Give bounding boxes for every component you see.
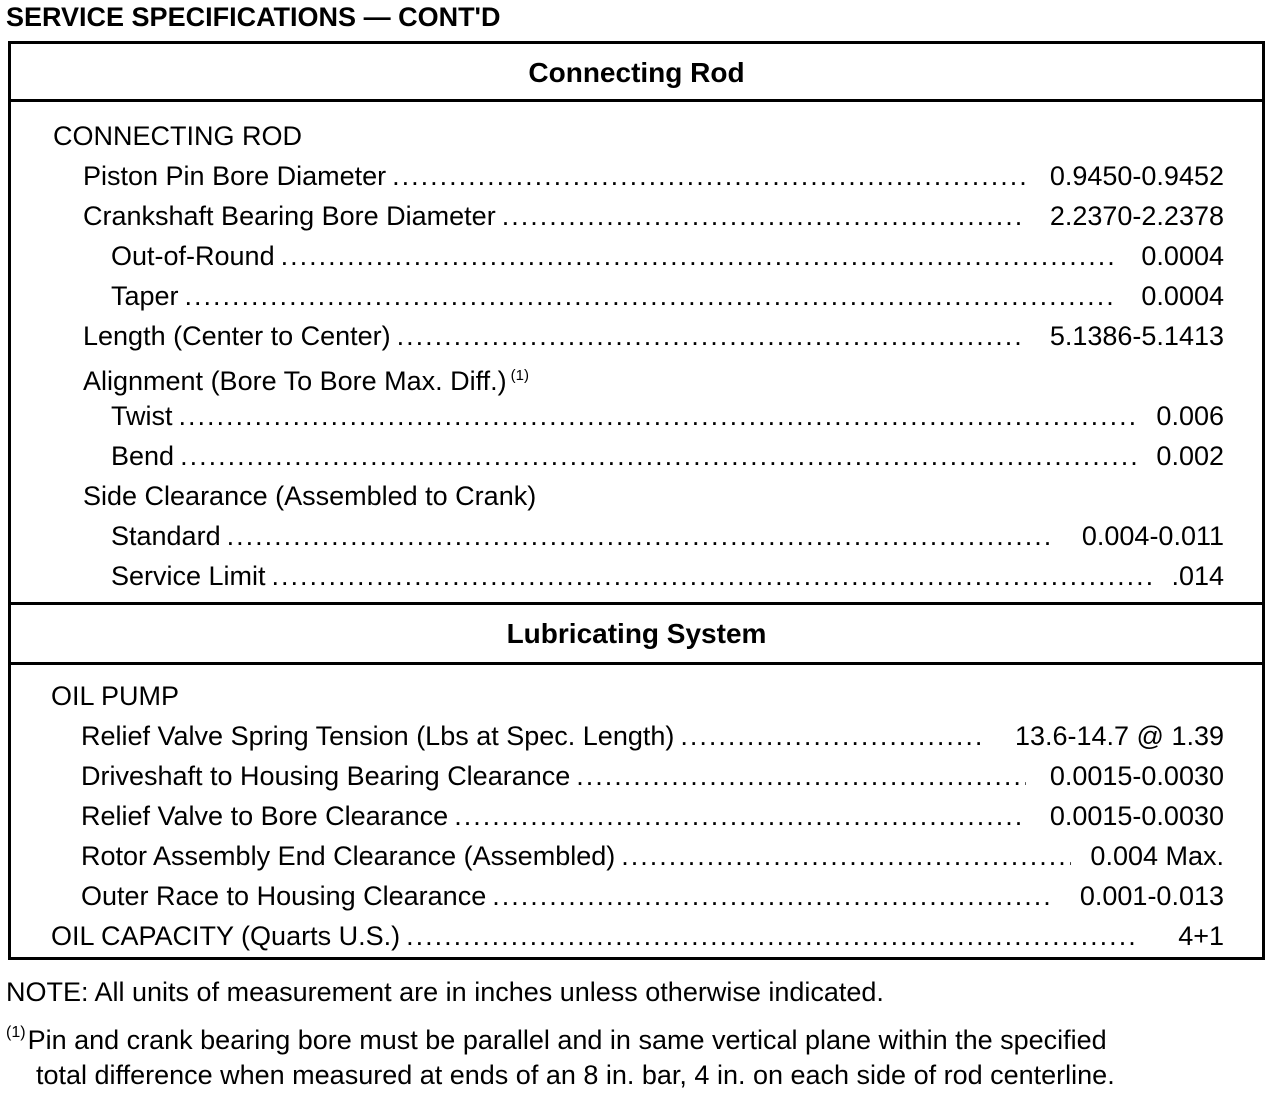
spec-label: Out-of-Round <box>111 241 275 271</box>
spec-row-out-of-round <box>111 236 1224 276</box>
spec-label: Relief Valve to Bore Clearance <box>81 801 449 831</box>
spec-row-relief-valve-spring <box>81 716 1224 756</box>
spec-label: Twist <box>111 401 173 431</box>
spec-row-rotor-end-clearance <box>81 836 1224 876</box>
spec-value: 0.0015-0.0030 <box>1049 801 1224 831</box>
measurement-note: NOTE: All units of measurement are in inches unless otherwise indicated. <box>6 977 884 1007</box>
spec-row-service-limit <box>111 556 1224 596</box>
spec-value: 13.6-14.7 @ 1.39 <box>1014 721 1224 751</box>
dot-leader <box>392 156 1026 196</box>
spec-row-length <box>83 316 1224 356</box>
page-title: SERVICE SPECIFICATIONS — CONT'D <box>6 2 501 32</box>
spec-row-bend <box>111 436 1224 476</box>
dot-leader <box>621 836 1071 876</box>
spec-value: 0.0015-0.0030 <box>1049 761 1224 791</box>
group-heading-connecting-rod <box>53 116 1224 156</box>
spec-value: 0.0004 <box>1141 241 1224 271</box>
group-label: OIL PUMP <box>51 681 180 711</box>
spec-label: Length (Center to Center) <box>83 321 391 351</box>
dot-leader <box>502 196 1026 236</box>
spec-label: Driveshaft to Housing Bearing Clearance <box>81 761 571 791</box>
spec-label <box>83 356 529 396</box>
spec-label: Relief Valve Spring Tension (Lbs at Spec. Length) <box>81 721 675 751</box>
spec-value: 0.001-0.013 <box>1079 881 1224 911</box>
spec-label: Side Clearance (Assembled to Crank) <box>83 481 537 511</box>
spec-row-standard <box>111 516 1224 556</box>
spec-row-relief-valve-bore <box>81 796 1224 836</box>
section-header-lubricating-system: Lubricating System <box>11 602 1262 665</box>
footnote-ref: (1) <box>510 367 530 384</box>
dot-leader <box>272 556 1156 596</box>
spec-value: 0.0004 <box>1141 281 1224 311</box>
spec-label: Piston Pin Bore Diameter <box>83 161 387 191</box>
footnote-line-1 <box>6 1013 1107 1060</box>
spec-label: Standard <box>111 521 221 551</box>
spec-row-twist <box>111 396 1224 436</box>
spec-row-crankshaft-bearing-bore <box>83 196 1224 236</box>
spec-table <box>8 41 1265 960</box>
footnote-text-1: Pin and crank bearing bore must be parallel and in same vertical plane within the specified <box>27 1025 1107 1055</box>
spec-value: .014 <box>1171 561 1224 591</box>
spec-row-taper <box>111 276 1224 316</box>
group-heading-oil-pump <box>51 676 1224 716</box>
dot-leader <box>281 236 1116 276</box>
spec-label: Bend <box>111 441 175 471</box>
spec-row-piston-pin-bore <box>83 156 1224 196</box>
spec-value: 0.9450-0.9452 <box>1049 161 1224 191</box>
spec-row-oil-capacity <box>51 916 1224 956</box>
dot-leader <box>680 716 984 756</box>
spec-value: 0.004 Max. <box>1090 841 1224 871</box>
spec-label: Service Limit <box>111 561 266 591</box>
spec-label: OIL CAPACITY (Quarts U.S.) <box>51 921 401 951</box>
spec-value: 0.004-0.011 <box>1081 521 1224 551</box>
footnote-line-2: total difference when measured at ends of an 8 in. bar, 4 in. on each side of rod centerline. <box>36 1060 1115 1090</box>
spec-row-side-clearance <box>83 476 1224 516</box>
dot-leader <box>576 756 1026 796</box>
spec-value: 4+1 <box>1178 921 1224 951</box>
spec-value: 0.002 <box>1156 441 1224 471</box>
spec-value: 2.2370-2.2378 <box>1049 201 1224 231</box>
group-label: CONNECTING ROD <box>53 121 302 151</box>
spec-value: 5.1386-5.1413 <box>1049 321 1224 351</box>
dot-leader <box>180 436 1136 476</box>
spec-label: Crankshaft Bearing Bore Diameter <box>83 201 496 231</box>
spec-row-alignment <box>83 356 1224 396</box>
alignment-label: Alignment (Bore To Bore Max. Diff.) <box>83 366 507 396</box>
spec-row-outer-race-clearance <box>81 876 1224 916</box>
spec-row-driveshaft-clearance <box>81 756 1224 796</box>
dot-leader <box>179 396 1136 436</box>
dot-leader <box>397 316 1026 356</box>
dot-leader <box>185 276 1116 316</box>
spec-label: Outer Race to Housing Clearance <box>81 881 487 911</box>
dot-leader <box>227 516 1052 556</box>
footnote-mark: (1) <box>6 1024 26 1041</box>
spec-label: Rotor Assembly End Clearance (Assembled) <box>81 841 616 871</box>
dot-leader <box>454 796 1026 836</box>
dot-leader <box>406 916 1136 956</box>
dot-leader <box>492 876 1052 916</box>
spec-label: Taper <box>111 281 179 311</box>
section-header-connecting-rod: Connecting Rod <box>11 44 1262 102</box>
spec-value: 0.006 <box>1156 401 1224 431</box>
